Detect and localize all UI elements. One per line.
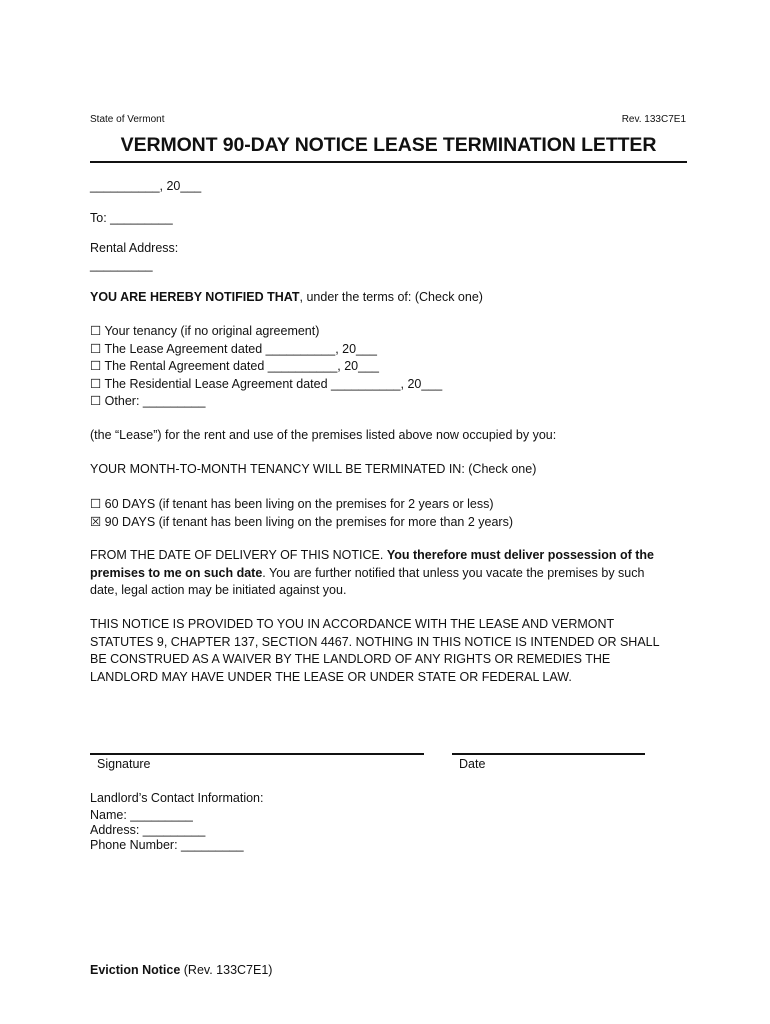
days-option-60: ☐ 60 DAYS (if tenant has been living on the premises for 2 years or less) <box>90 497 494 511</box>
footer-rest: (Rev. 133C7E1) <box>180 963 273 977</box>
notice-line <box>90 289 483 307</box>
date-signature-line <box>452 753 645 755</box>
terms-options-list <box>90 323 442 411</box>
delivery-line-2-plain: . You are further notified that unless you vacate the premises by such <box>262 565 645 580</box>
notice-rest: , under the terms of: (Check one) <box>299 290 483 304</box>
delivery-paragraph <box>90 547 654 600</box>
contact-heading: Landlord’s Contact Information: <box>90 791 264 805</box>
date-line: __________, 20___ <box>90 179 202 193</box>
days-option-90: ☒ 90 DAYS (if tenant has been living on the premises for more than 2 years) <box>90 514 513 529</box>
delivery-line-3: date, legal action may be initiated against you. <box>90 583 347 597</box>
lease-line: (the “Lease”) for the rent and use of the premises listed above now occupied by you: <box>90 428 557 442</box>
statute-line: LANDLORD MAY HAVE UNDER THE LEASE OR UNDER STATE OR FEDERAL LAW. <box>90 669 572 684</box>
rental-address-label: Rental Address: <box>90 241 179 255</box>
contact-phone: Phone Number: _________ <box>90 838 244 852</box>
delivery-line-1-plain: FROM THE DATE OF DELIVERY OF THIS NOTICE. <box>90 548 387 562</box>
delivery-line-1 <box>90 547 654 565</box>
date-label: Date <box>459 757 486 771</box>
termination-heading: YOUR MONTH-TO-MONTH TENANCY WILL BE TERMINATED IN: (Check one) <box>90 462 537 476</box>
delivery-line-2-bold: premises to me on such date <box>90 565 263 580</box>
footer <box>90 962 272 980</box>
to-line: To: _________ <box>90 211 173 225</box>
contact-name: Name: _________ <box>90 808 193 822</box>
days-options-list <box>90 496 513 531</box>
statute-line: STATUTES 9, CHAPTER 137, SECTION 4467. NOTHING IN THIS NOTICE IS INTENDED OR SHALL <box>90 634 660 649</box>
footer-bold: Eviction Notice <box>90 963 181 977</box>
signature-label: Signature <box>97 757 151 771</box>
state-label: State of Vermont <box>90 114 165 125</box>
contact-address: Address: _________ <box>90 823 206 837</box>
terms-option: ☐ The Lease Agreement dated __________, 20___ <box>90 341 377 356</box>
document-title: VERMONT 90-DAY NOTICE LEASE TERMINATION LETTER <box>120 134 657 156</box>
title-divider <box>90 161 687 163</box>
statute-line: BE CONSTRUED AS A WAIVER BY THE LANDLORD OF ANY RIGHTS OR REMEDIES THE <box>90 652 611 666</box>
contact-details <box>90 808 244 853</box>
statute-paragraph <box>90 616 660 686</box>
signature-line <box>90 753 424 755</box>
terms-option: ☐ The Rental Agreement dated __________, 20___ <box>90 359 379 373</box>
terms-option: ☐ Your tenancy (if no original agreement) <box>90 324 320 338</box>
statute-line: THIS NOTICE IS PROVIDED TO YOU IN ACCORDANCE WITH THE LEASE AND VERMONT <box>90 617 615 631</box>
revision-label: Rev. 133C7E1 <box>621 114 686 125</box>
terms-option: ☐ The Residential Lease Agreement dated __________, 20___ <box>90 376 443 391</box>
delivery-line-2 <box>90 565 654 583</box>
notice-bold: YOU ARE HEREBY NOTIFIED THAT <box>90 290 300 304</box>
delivery-line-1-bold: You therefore must deliver possession of the <box>386 548 654 562</box>
rental-address-blank: _________ <box>90 258 153 272</box>
terms-option: ☐ Other: _________ <box>90 394 206 408</box>
